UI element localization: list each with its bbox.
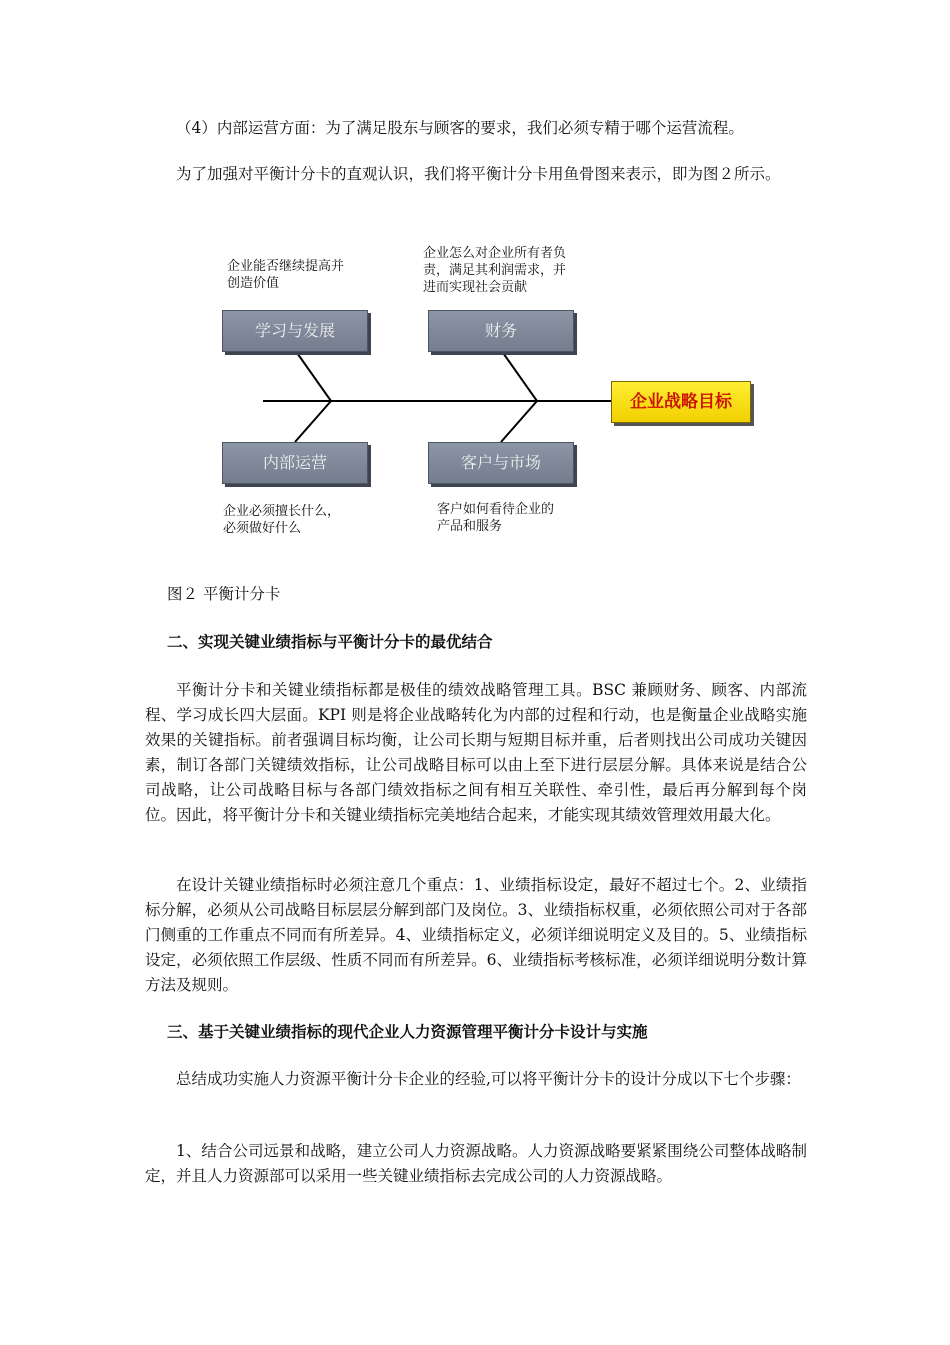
section-2-heading: 二、实现关键业绩指标与平衡计分卡的最优结合: [167, 633, 493, 651]
box-customer-market: 客户与市场: [428, 442, 574, 484]
note-customer: 客户如何看待企业的 产品和服务: [437, 502, 555, 534]
fishbone-diagram: [215, 240, 775, 550]
paragraph-internal-operations: （4）内部运营方面：为了满足股东与顾客的要求，我们必须专精于哪个运营流程。: [176, 119, 744, 137]
section-3-heading: 三、基于关键业绩指标的现代企业人力资源管理平衡计分卡设计与实施: [167, 1023, 648, 1041]
box-strategic-goal: 企业战略目标: [611, 381, 751, 423]
section-3-paragraph-2: 1、结合公司远景和战略，建立公司人力资源战略。人力资源战略要紧紧围绕公司整体战略制定，并且人力资源部可以采用一些关键业绩指标去完成公司的人力资源战略。: [145, 1142, 807, 1185]
section-3-paragraph-1: 总结成功实施人力资源平衡计分卡企业的经验,可以将平衡计分卡的设计分成以下七个步骤：: [176, 1070, 801, 1088]
figure-caption: 图２ 平衡计分卡: [167, 585, 281, 603]
note-internal: 企业必须擅长什么， 必须做好什么: [223, 504, 341, 536]
section-2-paragraph-2: 在设计关键业绩指标时必须注意几个重点：1、业绩指标设定，最好不超过七个。2、业绩指标分解，必须从公司战略目标层层分解到部门及岗位。3、业绩指标权重，必须依照公司对于各部门侧重的工作重点不同而有所差异。4、业绩指标定义，必须详细说明定义及目的。5、业绩指标设定，必须依照工作层级、性质不同而有所差异。6、业绩指标考核标准，必须详细说明分数计算方法及规则。: [145, 876, 807, 994]
box-internal-operations: 内部运营: [222, 442, 368, 484]
box-finance: 财务: [428, 310, 574, 352]
section-2-paragraph-1: 平衡计分卡和关键业绩指标都是极佳的绩效战略管理工具。BSC 兼顾财务、顾客、内部流程、学习成长四大层面。KPI 则是将企业战略转化为内部的过程和行动，也是衡量企业战略实施效果的关键指标。前者强调目标均衡，让公司长期与短期目标并重，后者则找出公司成功关键因素，制订各部门关键绩效指标，让公司战略目标可以由上至下进行层层分解。具体来说是结合公司战略，让公司战略目标与各部门绩效指标之间有相互关联性、牵引性，最后再分解到每个岗位。因此，将平衡计分卡和关键业绩指标完美地结合起来，才能实现其绩效管理效用最大化。: [145, 681, 807, 824]
paragraph-fishbone-intro: 为了加强对平衡计分卡的直观认识，我们将平衡计分卡用鱼骨图来表示，即为图２所示。: [176, 165, 781, 183]
note-learning: 企业能否继续提高并 创造价值: [227, 259, 345, 291]
note-finance: 企业怎么对企业所有者负 责，满足其利润需求，并 进而实现社会贡献: [423, 246, 567, 295]
box-learning-development: 学习与发展: [222, 310, 368, 352]
